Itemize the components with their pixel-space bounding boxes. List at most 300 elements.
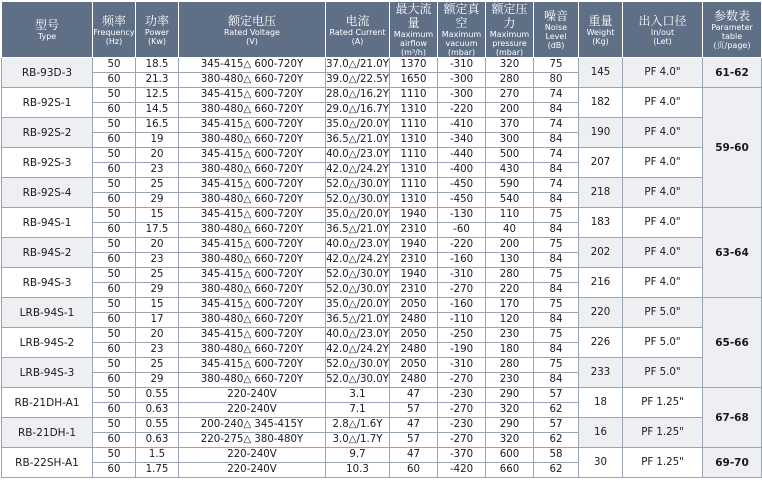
cell-frequency: 50: [93, 268, 136, 283]
cell-voltage: 220-240V: [179, 463, 326, 478]
cell-port: PF 4.0": [623, 268, 703, 298]
parameter-table-sheet: [1, 1, 761, 478]
table-row: [2, 58, 762, 73]
cell-vacuum: -220: [438, 103, 486, 118]
cell-frequency: 60: [93, 403, 136, 418]
cell-pressure: 280: [486, 268, 534, 283]
cell-noise: 84: [534, 283, 579, 298]
table-row: [2, 298, 762, 313]
cell-vacuum: -270: [438, 403, 486, 418]
cell-page-ref: 59-60: [703, 88, 762, 208]
header-noise: 噪音 Noise Level (dB): [534, 2, 579, 58]
cell-power: 20: [136, 328, 179, 343]
cell-voltage: 345-415△ 600-720Y: [179, 358, 326, 373]
cell-airflow: 1940: [390, 268, 438, 283]
cell-noise: 62: [534, 433, 579, 448]
cell-voltage: 220-275△ 380-480Y: [179, 433, 326, 448]
cell-frequency: 50: [93, 388, 136, 403]
table-row: [2, 178, 762, 193]
cell-vacuum: -420: [438, 463, 486, 478]
cell-pressure: 200: [486, 238, 534, 253]
cell-model: RB-92S-2: [2, 118, 93, 148]
cell-voltage: 380-480△ 660-720Y: [179, 373, 326, 388]
cell-frequency: 50: [93, 328, 136, 343]
cell-port: PF 5.0": [623, 328, 703, 358]
cell-voltage: 345-415△ 600-720Y: [179, 208, 326, 223]
cell-vacuum: -310: [438, 268, 486, 283]
cell-pressure: 280: [486, 358, 534, 373]
cell-weight: 145: [579, 58, 623, 88]
cell-noise: 75: [534, 58, 579, 73]
cell-power: 0.63: [136, 433, 179, 448]
cell-voltage: 345-415△ 600-720Y: [179, 238, 326, 253]
cell-current: 52.0△/30.0Y: [326, 283, 390, 298]
header-pressure: 额定压力 Maximum pressure (mbar): [486, 2, 534, 58]
cell-pressure: 300: [486, 133, 534, 148]
cell-current: 52.0△/30.0Y: [326, 268, 390, 283]
cell-noise: 75: [534, 268, 579, 283]
header-current: 电流 Rated Current (A): [326, 2, 390, 58]
cell-vacuum: -310: [438, 58, 486, 73]
cell-port: PF 4.0": [623, 238, 703, 268]
cell-vacuum: -250: [438, 328, 486, 343]
cell-pressure: 200: [486, 103, 534, 118]
cell-airflow: 2310: [390, 253, 438, 268]
table-row: [2, 358, 762, 373]
cell-pressure: 320: [486, 433, 534, 448]
cell-voltage: 380-480△ 660-720Y: [179, 223, 326, 238]
cell-vacuum: -110: [438, 313, 486, 328]
cell-voltage: 220-240V: [179, 388, 326, 403]
cell-airflow: 2310: [390, 283, 438, 298]
cell-pressure: 320: [486, 403, 534, 418]
header-power: 功率 Power (Kw): [136, 2, 179, 58]
cell-current: 35.0△/20.0Y: [326, 208, 390, 223]
cell-power: 17.5: [136, 223, 179, 238]
cell-noise: 84: [534, 133, 579, 148]
cell-airflow: 1110: [390, 148, 438, 163]
cell-airflow: 2050: [390, 358, 438, 373]
cell-pressure: 280: [486, 73, 534, 88]
cell-voltage: 345-415△ 600-720Y: [179, 328, 326, 343]
cell-model: RB-22SH-A1: [2, 448, 93, 478]
cell-vacuum: -230: [438, 388, 486, 403]
table-row: [2, 238, 762, 253]
cell-frequency: 60: [93, 433, 136, 448]
cell-frequency: 50: [93, 148, 136, 163]
table-header: [2, 2, 762, 58]
cell-model: RB-94S-1: [2, 208, 93, 238]
cell-current: 42.0△/24.2Y: [326, 163, 390, 178]
header-vacuum: 额定真空 Maximum vacuum (mbar): [438, 2, 486, 58]
cell-weight: 202: [579, 238, 623, 268]
cell-power: 25: [136, 358, 179, 373]
cell-noise: 74: [534, 148, 579, 163]
cell-frequency: 50: [93, 238, 136, 253]
cell-voltage: 345-415△ 600-720Y: [179, 118, 326, 133]
cell-vacuum: -270: [438, 373, 486, 388]
cell-noise: 84: [534, 313, 579, 328]
cell-weight: 233: [579, 358, 623, 388]
cell-model: RB-92S-4: [2, 178, 93, 208]
cell-voltage: 380-480△ 660-720Y: [179, 343, 326, 358]
cell-weight: 190: [579, 118, 623, 148]
cell-frequency: 60: [93, 73, 136, 88]
cell-current: 3.0△/1.7Y: [326, 433, 390, 448]
cell-noise: 84: [534, 253, 579, 268]
cell-weight: 183: [579, 208, 623, 238]
cell-page-ref: 67-68: [703, 388, 762, 448]
cell-power: 23: [136, 253, 179, 268]
cell-airflow: 57: [390, 433, 438, 448]
cell-frequency: 50: [93, 208, 136, 223]
cell-noise: 75: [534, 208, 579, 223]
cell-page-ref: 69-70: [703, 448, 762, 478]
cell-noise: 84: [534, 103, 579, 118]
cell-pressure: 110: [486, 208, 534, 223]
cell-pressure: 290: [486, 388, 534, 403]
cell-airflow: 1310: [390, 193, 438, 208]
cell-frequency: 50: [93, 448, 136, 463]
cell-vacuum: -60: [438, 223, 486, 238]
cell-current: 40.0△/23.0Y: [326, 148, 390, 163]
cell-voltage: 345-415△ 600-720Y: [179, 268, 326, 283]
cell-power: 12.5: [136, 88, 179, 103]
cell-frequency: 50: [93, 178, 136, 193]
cell-current: 29.0△/16.7Y: [326, 103, 390, 118]
cell-current: 42.0△/24.2Y: [326, 253, 390, 268]
cell-noise: 75: [534, 238, 579, 253]
cell-airflow: 47: [390, 448, 438, 463]
cell-noise: 80: [534, 73, 579, 88]
table-row: [2, 418, 762, 433]
cell-airflow: 47: [390, 418, 438, 433]
table-row: [2, 88, 762, 103]
cell-port: PF 1.25": [623, 448, 703, 478]
cell-power: 20: [136, 238, 179, 253]
cell-noise: 84: [534, 163, 579, 178]
cell-frequency: 60: [93, 463, 136, 478]
cell-frequency: 60: [93, 313, 136, 328]
cell-model: RB-92S-3: [2, 148, 93, 178]
table-row: [2, 118, 762, 133]
cell-airflow: 47: [390, 388, 438, 403]
cell-frequency: 60: [93, 223, 136, 238]
cell-noise: 74: [534, 88, 579, 103]
cell-power: 0.55: [136, 388, 179, 403]
cell-voltage: 380-480△ 660-720Y: [179, 103, 326, 118]
cell-power: 21.3: [136, 73, 179, 88]
cell-pressure: 320: [486, 58, 534, 73]
cell-current: 52.0△/30.0Y: [326, 358, 390, 373]
cell-model: RB-21DH-1: [2, 418, 93, 448]
cell-port: PF 4.0": [623, 88, 703, 118]
cell-pressure: 600: [486, 448, 534, 463]
cell-voltage: 345-415△ 600-720Y: [179, 178, 326, 193]
cell-vacuum: -190: [438, 343, 486, 358]
cell-voltage: 380-480△ 660-720Y: [179, 163, 326, 178]
cell-voltage: 380-480△ 660-720Y: [179, 133, 326, 148]
cell-model: RB-94S-2: [2, 238, 93, 268]
parameter-table: [1, 1, 762, 478]
cell-vacuum: -440: [438, 148, 486, 163]
cell-current: 39.0△/22.5Y: [326, 73, 390, 88]
cell-pressure: 40: [486, 223, 534, 238]
cell-port: PF 4.0": [623, 208, 703, 238]
cell-noise: 74: [534, 178, 579, 193]
header-airflow: 最大流量 Maximum airflow (m³/h): [390, 2, 438, 58]
cell-airflow: 1370: [390, 58, 438, 73]
cell-current: 52.0△/30.0Y: [326, 193, 390, 208]
cell-current: 40.0△/23.0Y: [326, 328, 390, 343]
cell-noise: 84: [534, 193, 579, 208]
cell-pressure: 230: [486, 373, 534, 388]
cell-pressure: 180: [486, 343, 534, 358]
cell-vacuum: -340: [438, 133, 486, 148]
cell-airflow: 57: [390, 403, 438, 418]
cell-current: 36.5△/21.0Y: [326, 133, 390, 148]
cell-noise: 84: [534, 343, 579, 358]
cell-pressure: 270: [486, 88, 534, 103]
cell-vacuum: -310: [438, 358, 486, 373]
cell-frequency: 50: [93, 418, 136, 433]
cell-voltage: 345-415△ 600-720Y: [179, 58, 326, 73]
table-row: [2, 448, 762, 463]
header-port: 出入口径 In/out (Let): [623, 2, 703, 58]
cell-current: 28.0△/16.2Y: [326, 88, 390, 103]
table-row: [2, 208, 762, 223]
cell-noise: 58: [534, 448, 579, 463]
cell-frequency: 60: [93, 133, 136, 148]
cell-airflow: 2480: [390, 343, 438, 358]
cell-power: 29: [136, 373, 179, 388]
cell-port: PF 4.0": [623, 148, 703, 178]
cell-frequency: 50: [93, 88, 136, 103]
cell-current: 36.5△/21.0Y: [326, 313, 390, 328]
cell-page-ref: 63-64: [703, 208, 762, 298]
cell-pressure: 170: [486, 298, 534, 313]
cell-voltage: 345-415△ 600-720Y: [179, 88, 326, 103]
cell-vacuum: -130: [438, 208, 486, 223]
cell-power: 1.75: [136, 463, 179, 478]
cell-voltage: 380-480△ 660-720Y: [179, 253, 326, 268]
cell-vacuum: -450: [438, 193, 486, 208]
cell-noise: 74: [534, 118, 579, 133]
cell-current: 2.8△/1.6Y: [326, 418, 390, 433]
cell-vacuum: -300: [438, 88, 486, 103]
cell-airflow: 2050: [390, 328, 438, 343]
cell-weight: 207: [579, 148, 623, 178]
cell-weight: 220: [579, 298, 623, 328]
cell-frequency: 60: [93, 193, 136, 208]
cell-current: 37.0△/21.0Y: [326, 58, 390, 73]
cell-airflow: 1110: [390, 118, 438, 133]
cell-airflow: 2480: [390, 373, 438, 388]
cell-power: 18.5: [136, 58, 179, 73]
cell-power: 20: [136, 148, 179, 163]
cell-frequency: 50: [93, 58, 136, 73]
cell-weight: 226: [579, 328, 623, 358]
cell-vacuum: -220: [438, 238, 486, 253]
cell-power: 29: [136, 193, 179, 208]
cell-model: RB-94S-3: [2, 268, 93, 298]
cell-vacuum: -160: [438, 253, 486, 268]
cell-frequency: 60: [93, 283, 136, 298]
cell-vacuum: -450: [438, 178, 486, 193]
cell-frequency: 60: [93, 343, 136, 358]
cell-pressure: 230: [486, 328, 534, 343]
cell-frequency: 50: [93, 358, 136, 373]
cell-model: RB-92S-1: [2, 88, 93, 118]
cell-airflow: 1650: [390, 73, 438, 88]
cell-current: 35.0△/20.0Y: [326, 118, 390, 133]
cell-airflow: 2480: [390, 313, 438, 328]
header-frequency: 频率 Frequency (Hz): [93, 2, 136, 58]
cell-noise: 84: [534, 223, 579, 238]
cell-vacuum: -400: [438, 163, 486, 178]
cell-noise: 57: [534, 388, 579, 403]
cell-model: LRB-94S-2: [2, 328, 93, 358]
cell-current: 10.3: [326, 463, 390, 478]
cell-noise: 75: [534, 298, 579, 313]
cell-current: 52.0△/30.0Y: [326, 373, 390, 388]
cell-airflow: 1110: [390, 178, 438, 193]
cell-noise: 84: [534, 373, 579, 388]
cell-current: 40.0△/23.0Y: [326, 238, 390, 253]
cell-weight: 216: [579, 268, 623, 298]
cell-pressure: 120: [486, 313, 534, 328]
cell-vacuum: -230: [438, 418, 486, 433]
cell-noise: 62: [534, 463, 579, 478]
cell-voltage: 380-480△ 660-720Y: [179, 283, 326, 298]
cell-voltage: 220-240V: [179, 448, 326, 463]
table-row: [2, 148, 762, 163]
cell-pressure: 430: [486, 163, 534, 178]
cell-voltage: 200-240△ 345-415Y: [179, 418, 326, 433]
cell-voltage: 380-480△ 660-720Y: [179, 73, 326, 88]
cell-power: 16.5: [136, 118, 179, 133]
cell-power: 23: [136, 343, 179, 358]
cell-port: PF 1.25": [623, 418, 703, 448]
cell-model: LRB-94S-3: [2, 358, 93, 388]
header-model: 型号 Type: [2, 2, 93, 58]
cell-frequency: 60: [93, 253, 136, 268]
cell-voltage: 380-480△ 660-720Y: [179, 313, 326, 328]
cell-voltage: 345-415△ 600-720Y: [179, 298, 326, 313]
cell-vacuum: -300: [438, 73, 486, 88]
cell-airflow: 1940: [390, 208, 438, 223]
cell-frequency: 60: [93, 103, 136, 118]
header-page: 参数表 Parameter table (页/page): [703, 2, 762, 58]
cell-port: PF 1.25": [623, 388, 703, 418]
cell-noise: 62: [534, 403, 579, 418]
cell-airflow: 60: [390, 463, 438, 478]
cell-model: RB-21DH-A1: [2, 388, 93, 418]
cell-pressure: 660: [486, 463, 534, 478]
cell-weight: 30: [579, 448, 623, 478]
cell-power: 29: [136, 283, 179, 298]
cell-voltage: 220-240V: [179, 403, 326, 418]
cell-pressure: 540: [486, 193, 534, 208]
cell-current: 35.0△/20.0Y: [326, 298, 390, 313]
cell-model: RB-93D-3: [2, 58, 93, 88]
cell-vacuum: -370: [438, 448, 486, 463]
cell-frequency: 50: [93, 298, 136, 313]
cell-weight: 18: [579, 388, 623, 418]
cell-airflow: 2310: [390, 223, 438, 238]
cell-pressure: 220: [486, 283, 534, 298]
cell-noise: 75: [534, 328, 579, 343]
cell-pressure: 290: [486, 418, 534, 433]
cell-airflow: 1310: [390, 133, 438, 148]
cell-pressure: 500: [486, 148, 534, 163]
cell-current: 52.0△/30.0Y: [326, 178, 390, 193]
cell-port: PF 5.0": [623, 298, 703, 328]
cell-airflow: 1310: [390, 163, 438, 178]
cell-power: 25: [136, 178, 179, 193]
table-body: [2, 58, 762, 478]
cell-voltage: 380-480△ 660-720Y: [179, 193, 326, 208]
cell-port: PF 4.0": [623, 58, 703, 88]
cell-airflow: 1110: [390, 88, 438, 103]
cell-vacuum: -160: [438, 298, 486, 313]
cell-airflow: 1940: [390, 238, 438, 253]
cell-power: 0.63: [136, 403, 179, 418]
cell-port: PF 5.0": [623, 358, 703, 388]
cell-model: LRB-94S-1: [2, 298, 93, 328]
cell-noise: 75: [534, 358, 579, 373]
table-row: [2, 328, 762, 343]
cell-power: 15: [136, 208, 179, 223]
cell-power: 0.55: [136, 418, 179, 433]
table-row: [2, 388, 762, 403]
cell-frequency: 60: [93, 373, 136, 388]
cell-vacuum: -270: [438, 433, 486, 448]
cell-vacuum: -410: [438, 118, 486, 133]
cell-pressure: 590: [486, 178, 534, 193]
cell-pressure: 370: [486, 118, 534, 133]
cell-power: 25: [136, 268, 179, 283]
cell-port: PF 4.0": [623, 178, 703, 208]
cell-weight: 16: [579, 418, 623, 448]
header-voltage: 额定电压 Rated Voltage (V): [179, 2, 326, 58]
cell-current: 42.0△/24.2Y: [326, 343, 390, 358]
cell-airflow: 2050: [390, 298, 438, 313]
cell-airflow: 1310: [390, 103, 438, 118]
cell-power: 23: [136, 163, 179, 178]
cell-power: 14.5: [136, 103, 179, 118]
cell-frequency: 60: [93, 163, 136, 178]
cell-noise: 57: [534, 418, 579, 433]
cell-pressure: 130: [486, 253, 534, 268]
cell-power: 19: [136, 133, 179, 148]
cell-current: 3.1: [326, 388, 390, 403]
cell-frequency: 50: [93, 118, 136, 133]
cell-power: 15: [136, 298, 179, 313]
cell-current: 36.5△/21.0Y: [326, 223, 390, 238]
cell-page-ref: 65-66: [703, 298, 762, 388]
cell-power: 1.5: [136, 448, 179, 463]
cell-weight: 182: [579, 88, 623, 118]
cell-current: 9.7: [326, 448, 390, 463]
cell-weight: 218: [579, 178, 623, 208]
cell-current: 7.1: [326, 403, 390, 418]
table-row: [2, 268, 762, 283]
cell-voltage: 345-415△ 600-720Y: [179, 148, 326, 163]
cell-vacuum: -270: [438, 283, 486, 298]
header-weight: 重量 Weight (Kg): [579, 2, 623, 58]
cell-page-ref: 61-62: [703, 58, 762, 88]
